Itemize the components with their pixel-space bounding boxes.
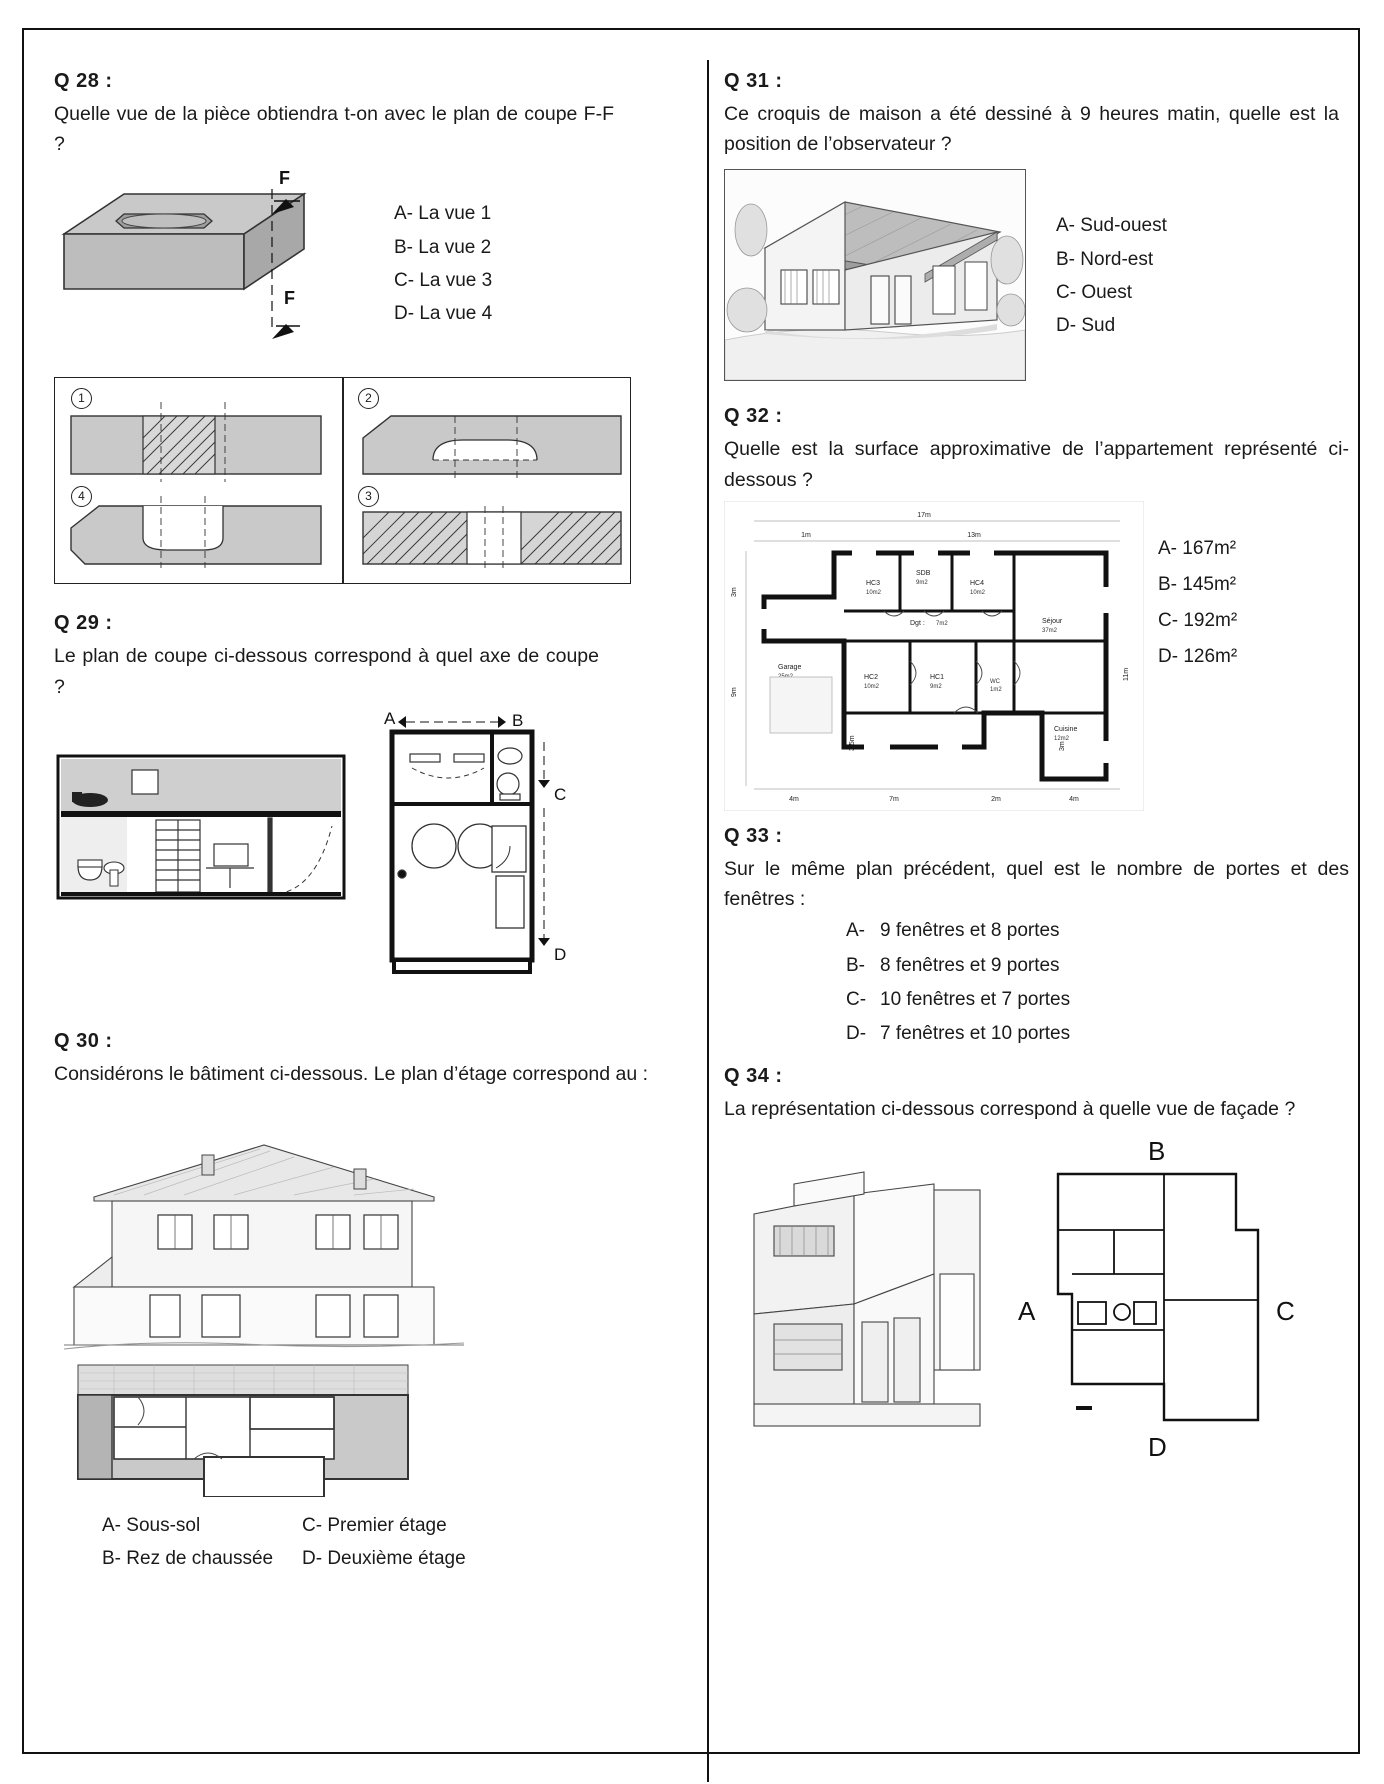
q33-choice-a-key: A- [846, 920, 865, 942]
question-q28 [54, 70, 694, 584]
q34-label-b: B [1148, 1136, 1166, 1167]
q32-room-sejour-area: 37m2 [1042, 627, 1058, 634]
q30-choice-c: C- Premier étage [302, 1515, 447, 1537]
q32-room-hc1-area: 9m2 [930, 683, 942, 690]
q28-choice-b: B- La vue 2 [394, 236, 492, 258]
q32-dim-bottom-1: 4m [789, 795, 799, 803]
q32-room-sejour: Séjour [1042, 617, 1063, 625]
q32-label: Q 32 : [724, 405, 783, 428]
question-q32 [724, 405, 1364, 810]
q29-label-a: A [384, 708, 396, 728]
q32-dim-bottom-4: 4m [1069, 795, 1079, 803]
q32-floorplan-figure [724, 501, 1144, 811]
q32-text: Quelle est la surface approximative de l’appartement représenté ci-dessous ? [724, 438, 1349, 491]
q31-house-sketch [724, 169, 1026, 381]
q28-text: Quelle vue de la pièce obtiendra t-on avec le plan de coupe F-F ? [54, 103, 614, 156]
q30-choice-d: D- Deuxième étage [302, 1548, 466, 1570]
q33-choice-c-key: C- [846, 988, 867, 1010]
left-column [54, 70, 694, 1590]
q33-choice-b [846, 949, 1364, 983]
q32-room-dgt-area: 7m2 [936, 620, 948, 627]
q34-label-d: D [1148, 1432, 1167, 1463]
svg-text:F: F [279, 168, 290, 189]
q32-room-hc2-area: 10m2 [864, 683, 880, 690]
q32-room-sdb: SDB [916, 569, 931, 577]
q32-dim-top-2: 1m [801, 531, 811, 539]
q32-dim-top-3: 13m [967, 531, 981, 539]
q31-label: Q 31 : [724, 70, 783, 92]
q31-choice-a: A- Sud-ouest [1056, 215, 1167, 237]
q34-figures [724, 1134, 1364, 1474]
q32-dim-left-1: 3m [731, 587, 738, 597]
q29-figures [54, 708, 694, 1008]
q34-perspective-figure [734, 1154, 994, 1454]
q32-dim-left-2: 9m [731, 687, 738, 697]
q28-choice-d: D- La vue 4 [394, 303, 493, 325]
q34-text: La représentation ci-dessous correspond à quelle vue de façade ? [724, 1098, 1296, 1121]
q32-dim-left-3: 3.5m [849, 735, 856, 751]
q34-label-c: C [1276, 1296, 1295, 1327]
question-q31 [724, 70, 1364, 381]
exam-page [22, 28, 1360, 1754]
q32-choice-d: D- 126m² [1158, 646, 1238, 668]
q32-room-hc4: HC4 [970, 579, 985, 587]
q31-choice-d: D- Sud [1056, 315, 1116, 337]
q32-choice-a: A- 167m² [1158, 537, 1237, 559]
q29-label-c: C [554, 784, 567, 804]
q33-choice-d-key: D- [846, 1022, 867, 1044]
q30-choice-b: B- Rez de chaussée [102, 1548, 274, 1570]
q33-choice-c-value: 10 fenêtres et 7 portes [880, 988, 1071, 1010]
q32-room-cuisine: Cuisine [1054, 725, 1078, 733]
q33-choice-b-key: B- [846, 954, 865, 976]
q31-choices [1056, 169, 1167, 342]
q30-label: Q 30 : [54, 1029, 113, 1052]
q32-dim-top-1: 17m [917, 511, 931, 519]
right-column [724, 70, 1364, 1488]
q32-room-wc: WC [990, 678, 1000, 685]
q28-label: Q 28 : [54, 70, 113, 92]
q33-text: Sur le même plan précédent, quel est le nombre de portes et des fenêtres : [724, 857, 1349, 911]
q32-room-garage: Garage [778, 663, 802, 671]
q32-dim-right-1: 11m [1123, 667, 1130, 681]
q32-choice-b: B- 145m² [1158, 573, 1237, 595]
q29-plan-figure [372, 708, 592, 1008]
q28-view-number-4: 4 [71, 486, 92, 507]
q29-label-b: B [512, 710, 524, 730]
q31-choice-b: B- Nord-est [1056, 248, 1154, 270]
column-divider [707, 60, 709, 1782]
q33-choice-d-value: 7 fenêtres et 10 portes [880, 1022, 1071, 1044]
q29-label: Q 29 : [54, 612, 113, 635]
q32-room-wc-area: 1m2 [990, 686, 1002, 693]
q32-choices [1158, 501, 1237, 675]
q32-room-cuisine-area: 12m2 [1054, 735, 1070, 742]
q30-choice-a: A- Sous-sol [102, 1515, 201, 1537]
q31-choice-c: C- Ouest [1056, 281, 1133, 303]
q28-choices [394, 159, 492, 330]
question-q34 [724, 1065, 1364, 1474]
q28-view-number-3: 3 [358, 486, 379, 507]
question-q33 [724, 825, 1364, 1051]
q32-room-hc1: HC1 [930, 673, 945, 681]
q32-room-hc3-area: 10m2 [866, 589, 882, 596]
q32-room-dgt: Dgt : [910, 619, 925, 627]
q29-text: Le plan de coupe ci-dessous correspond à quel axe de coupe ? [54, 645, 599, 698]
q28-choice-a: A- La vue 1 [394, 203, 492, 225]
q33-choice-c [846, 983, 1364, 1017]
question-q30 [54, 1030, 694, 1576]
q30-text: Considérons le bâtiment ci-dessous. Le plan d’étage correspond au : [54, 1062, 649, 1085]
q28-view-number-2: 2 [358, 388, 379, 409]
q34-roofplan-figure [1014, 1134, 1314, 1464]
q32-dim-right-2: 3m [1059, 741, 1066, 751]
q33-choices [724, 914, 1364, 1051]
q32-room-sdb-area: 9m2 [916, 579, 928, 586]
question-q29 [54, 612, 694, 1007]
q29-label-d: D [554, 944, 567, 964]
q28-view-number-1: 1 [71, 388, 92, 409]
q33-choice-d [846, 1017, 1364, 1051]
q32-room-hc3: HC3 [866, 579, 881, 587]
q33-label: Q 33 : [724, 824, 783, 847]
q32-room-hc2: HC2 [864, 673, 879, 681]
q32-choice-c: C- 192m² [1158, 610, 1238, 632]
q33-choice-a-value: 9 fenêtres et 8 portes [880, 920, 1060, 942]
q32-dim-bottom-2: 7m [889, 795, 899, 803]
q33-choice-a [846, 914, 1364, 948]
q30-choices [54, 1509, 694, 1576]
q30-building-figure [54, 1097, 694, 1497]
q32-room-hc4-area: 10m2 [970, 589, 986, 596]
q29-section-figure [54, 748, 354, 908]
q34-label-a: A [1018, 1296, 1036, 1327]
svg-text:F: F [284, 288, 295, 309]
q32-dim-bottom-3: 2m [991, 795, 1001, 803]
q28-choice-c: C- La vue 3 [394, 269, 493, 291]
q31-text: Ce croquis de maison a été dessiné à 9 heures matin, quelle est la position de l’observateur ? [724, 103, 1339, 156]
q34-label: Q 34 : [724, 1065, 783, 1088]
q28-isometric-figure [54, 159, 384, 369]
q33-choice-b-value: 8 fenêtres et 9 portes [880, 954, 1060, 976]
q28-views-box [54, 377, 631, 584]
